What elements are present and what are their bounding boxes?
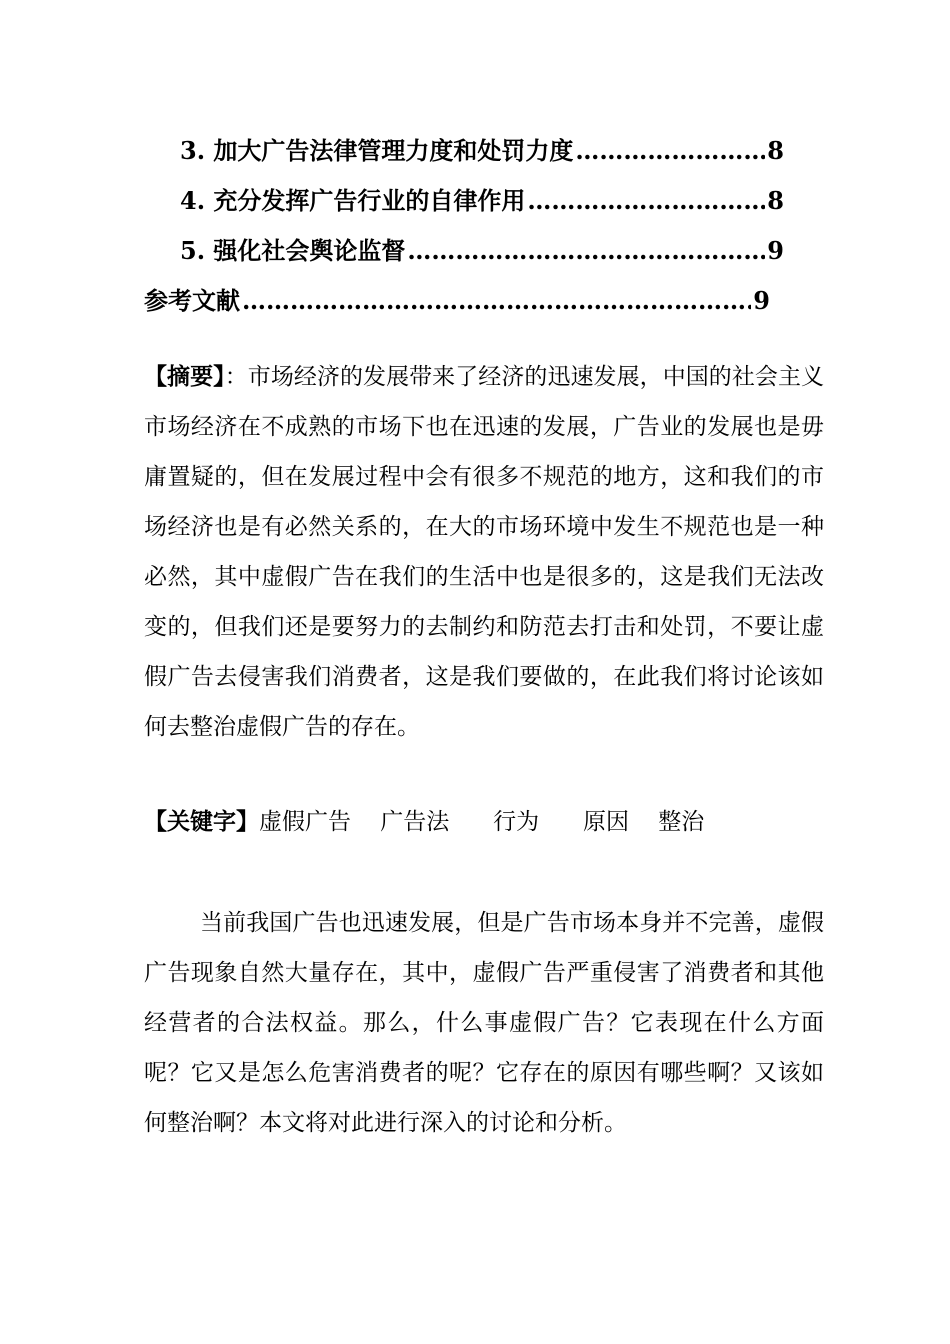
toc-entry-page: 8 [767, 136, 784, 165]
toc-entry-label: 3. 加大广告法律管理力度和处罚力度 [180, 136, 574, 165]
toc-entry-page: 9 [753, 286, 770, 315]
abstract-paragraph [144, 352, 824, 752]
toc-leader-dots [527, 186, 765, 216]
abstract-heading: 【摘要】 [144, 363, 225, 390]
abstract-text: ：市场经济的发展带来了经济的迅速发展，中国的社会主义市场经济在不成熟的市场下也在迅速的发展，广告业的发展也是毋庸置疑的，但在发展过程中会有很多不规范的地方，这和我们的市场经济也是有必然关系的，在大的市场环境中发生不规范也是一种必然，其中虚假广告在我们的生活中也是很多的，这是我们无法改变的，但我们还是要努力的去制约和防范去打击和处罚，不要让虚假广告去侵害我们消费者，这是我们要做的，在此我们将讨论该如何去整治虚假广告的存在。 [144, 364, 825, 740]
keyword-item: 虚假广告 [259, 809, 351, 835]
keyword-item: 行为 [493, 809, 540, 835]
toc-entry [144, 286, 770, 316]
keywords-line [144, 800, 824, 844]
toc-entry-label: 参考文献 [144, 286, 240, 315]
toc-entry [180, 236, 784, 266]
toc-entry [180, 186, 784, 216]
toc-entry-label: 5. 强化社会舆论监督 [180, 236, 406, 265]
toc-entry-label: 4. 充分发挥广告行业的自律作用 [180, 186, 526, 215]
keyword-item: 原因 [583, 809, 629, 835]
toc-entry-page: 8 [767, 186, 784, 215]
toc-leader-dots [242, 286, 751, 316]
keyword-item: 整治 [658, 809, 705, 835]
keyword-item: 广告法 [380, 809, 450, 835]
intro-paragraph: 当前我国广告也迅速发展，但是广告市场本身并不完善，虚假广告现象自然大量存在，其中，虚假广告严重侵害了消费者和其他经营者的合法权益。那么，什么事虚假广告？它表现在什么方面呢？它又是怎么危害消费者的呢？它存在的原因有哪些啊？又该如何整治啊？本文将对此进行深入的讨论和分析。 [144, 910, 824, 1136]
keywords-heading: 【关键字】 [144, 808, 259, 835]
toc-entry [180, 136, 784, 166]
toc-leader-dots [407, 236, 765, 266]
toc-entry-page: 9 [767, 236, 784, 265]
toc-leader-dots [575, 136, 765, 166]
